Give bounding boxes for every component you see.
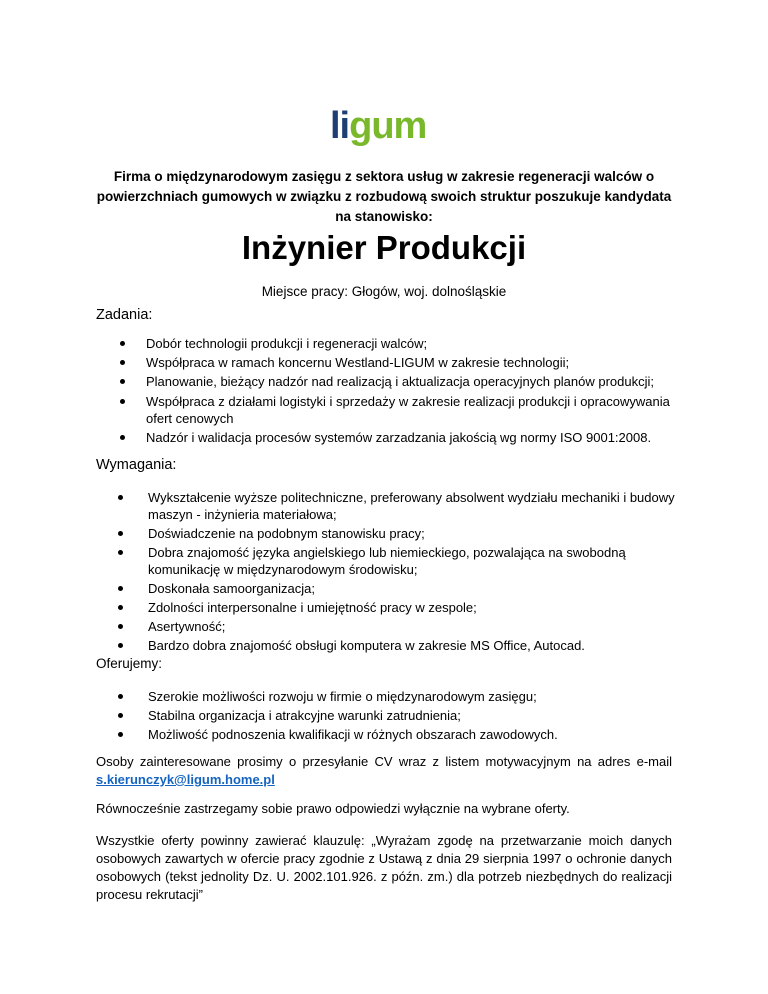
logo-li: li [330,105,350,147]
list-item: Doświadczenie na podobnym stanowisku pracy; [96,525,686,542]
email-link[interactable]: s.kierunczyk@ligum.home.pl [96,772,275,787]
list-item: Możliwość podnoszenia kwalifikacji w różnych obszarach zawodowych. [96,726,686,743]
ligum-logo [328,104,438,162]
reserve-paragraph: Równocześnie zastrzegamy sobie prawo odpowiedzi wyłącznie na wybrane oferty. [96,801,570,816]
offer-heading: Oferujemy: [96,656,163,671]
tasks-list [96,335,686,448]
intro-text: Firma o międzynarodowym zasięgu z sektora usług w zakresie regeneracji walców o powierzchniach gumowych w związku z rozbudową swoich struktur poszukuje kandydata na stanowisko: [96,169,672,224]
list-item: Nadzór i walidacja procesów systemów zarzadzania jakością wg normy ISO 9001:2008. [96,429,686,446]
list-item: Zdolności interpersonalne i umiejętność pracy w zespole; [96,599,686,616]
list-item: Wykształcenie wyższe politechniczne, preferowany absolwent wydziału mechaniki i budowy maszyn - inżynieria materiałowa; [96,489,686,523]
consent-clause: Wszystkie oferty powinny zawierać klauzulę: „Wyrażam zgodę na przetwarzanie moich danych osobowych zawartych w ofercie pracy zgodnie z Ustawą z dnia 29 sierpnia 1997 o ochronie danych osobowych (tekst jednolity Dz. U. 2002.101.926. z późn. zm.) dla potrzeb niezbędnych do realizacji procesu rekrutacji” [96,833,672,902]
tasks-heading: Zadania: [96,307,153,323]
requirements-heading: Wymagania: [96,457,177,473]
svg-text:ligum [330,105,426,147]
list-item: Asertywność; [96,618,686,635]
job-title: Inżynier Produkcji [241,229,527,266]
list-item: Bardzo dobra znajomość obsługi komputera w zakresie MS Office, Autocad. [96,637,686,654]
list-item: Dobór technologii produkcji i regeneracji walców; [96,335,686,352]
list-item: Stabilna organizacja i atrakcyjne warunki zatrudnienia; [96,707,686,724]
list-item: Szerokie możliwości rozwoju w firmie o międzynarodowym zasięgu; [96,688,686,705]
list-item: Planowanie, bieżący nadzór nad realizacją i aktualizacja operacyjnych planów produkcji; [96,373,686,390]
logo-gum: gum [349,105,427,147]
list-item: Dobra znajomość języka angielskiego lub niemieckiego, pozwalająca na swobodną komunikację w międzynarodowym środowisku; [96,544,686,578]
requirements-list [96,489,686,656]
list-item: Współpraca z działami logistyki i sprzedaży w zakresie realizacji produkcji i opracowywania ofert cenowych [96,393,686,427]
list-item: Współpraca w ramach koncernu Westland-LIGUM w zakresie technologii; [96,354,686,371]
job-location: Miejsce pracy: Głogów, woj. dolnośląskie [261,284,507,299]
list-item: Doskonała samoorganizacja; [96,580,686,597]
offer-list [96,688,686,745]
contact-text: Osoby zainteresowane prosimy o przesyłanie CV wraz z listem motywacyjnym na adres e-mail [96,754,672,769]
contact-paragraph [96,753,672,789]
